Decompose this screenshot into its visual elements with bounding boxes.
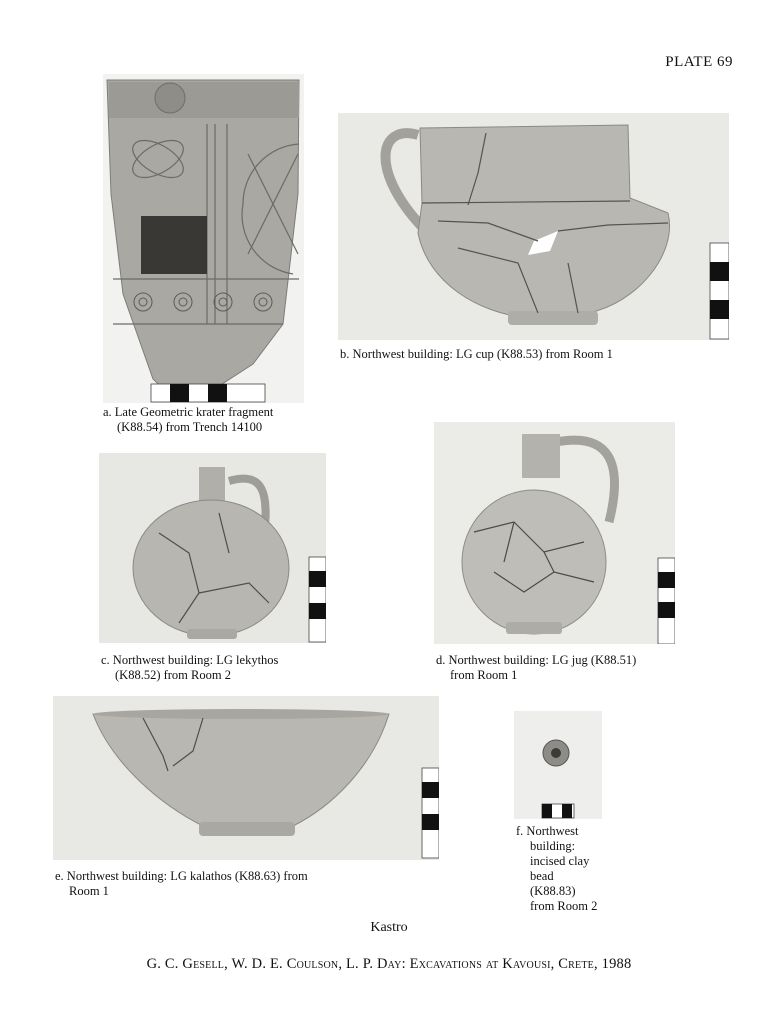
figure-e-photo — [53, 696, 439, 860]
figure-e-caption — [55, 869, 308, 899]
scale-bar-f — [542, 804, 574, 818]
figure-d-caption-line1: d. Northwest building: LG jug (K88.51) — [436, 653, 637, 667]
figure-c-caption — [101, 653, 278, 683]
figure-f-caption-line2: building: — [530, 839, 576, 853]
figure-f-caption-line5: (K88.83) — [530, 884, 576, 898]
figure-a-caption-line1: a. Late Geometric krater fragment — [103, 405, 274, 419]
scale-bar-a — [151, 384, 265, 402]
scale-bar-c — [309, 557, 326, 642]
figure-f-caption-line3: incised clay — [530, 854, 590, 868]
scale-bar-b — [710, 243, 729, 339]
scale-bar-d — [658, 558, 675, 644]
plate-label: PLATE 69 — [665, 54, 733, 70]
figure-a-photo — [103, 74, 304, 403]
site-name: Kastro — [370, 920, 408, 935]
plate-citation: G. C. Gesell, W. D. E. Coulson, L. P. Day: Excavations at Kavousi, Crete, 1988 — [146, 956, 632, 972]
figure-f-caption-line4: bead — [530, 869, 554, 883]
scale-bar-e — [422, 768, 439, 858]
figure-f-photo — [514, 711, 602, 819]
figure-c-caption-line2: (K88.52) from Room 2 — [115, 668, 231, 682]
figure-c-photo — [99, 453, 326, 643]
figure-d-photo — [434, 422, 675, 644]
figure-f-caption-line1: f. Northwest — [516, 824, 579, 838]
figure-e-caption-line1: e. Northwest building: LG kalathos (K88.63) from — [55, 869, 308, 883]
figure-b-caption — [340, 347, 613, 362]
figure-f-caption-line6: from Room 2 — [530, 899, 598, 913]
figure-b-caption-line1: b. Northwest building: LG cup (K88.53) from Room 1 — [340, 347, 613, 361]
figure-b-photo — [338, 113, 729, 340]
figure-a-caption — [103, 405, 273, 435]
figure-d-caption-line2: from Room 1 — [450, 668, 518, 682]
figure-e-caption-line2: Room 1 — [69, 884, 109, 898]
figure-a-caption-line2: (K88.54) from Trench 14100 — [117, 420, 263, 434]
figure-d-caption — [436, 653, 636, 683]
figure-f-caption — [516, 824, 597, 914]
figure-c-caption-line1: c. Northwest building: LG lekythos — [101, 653, 279, 667]
